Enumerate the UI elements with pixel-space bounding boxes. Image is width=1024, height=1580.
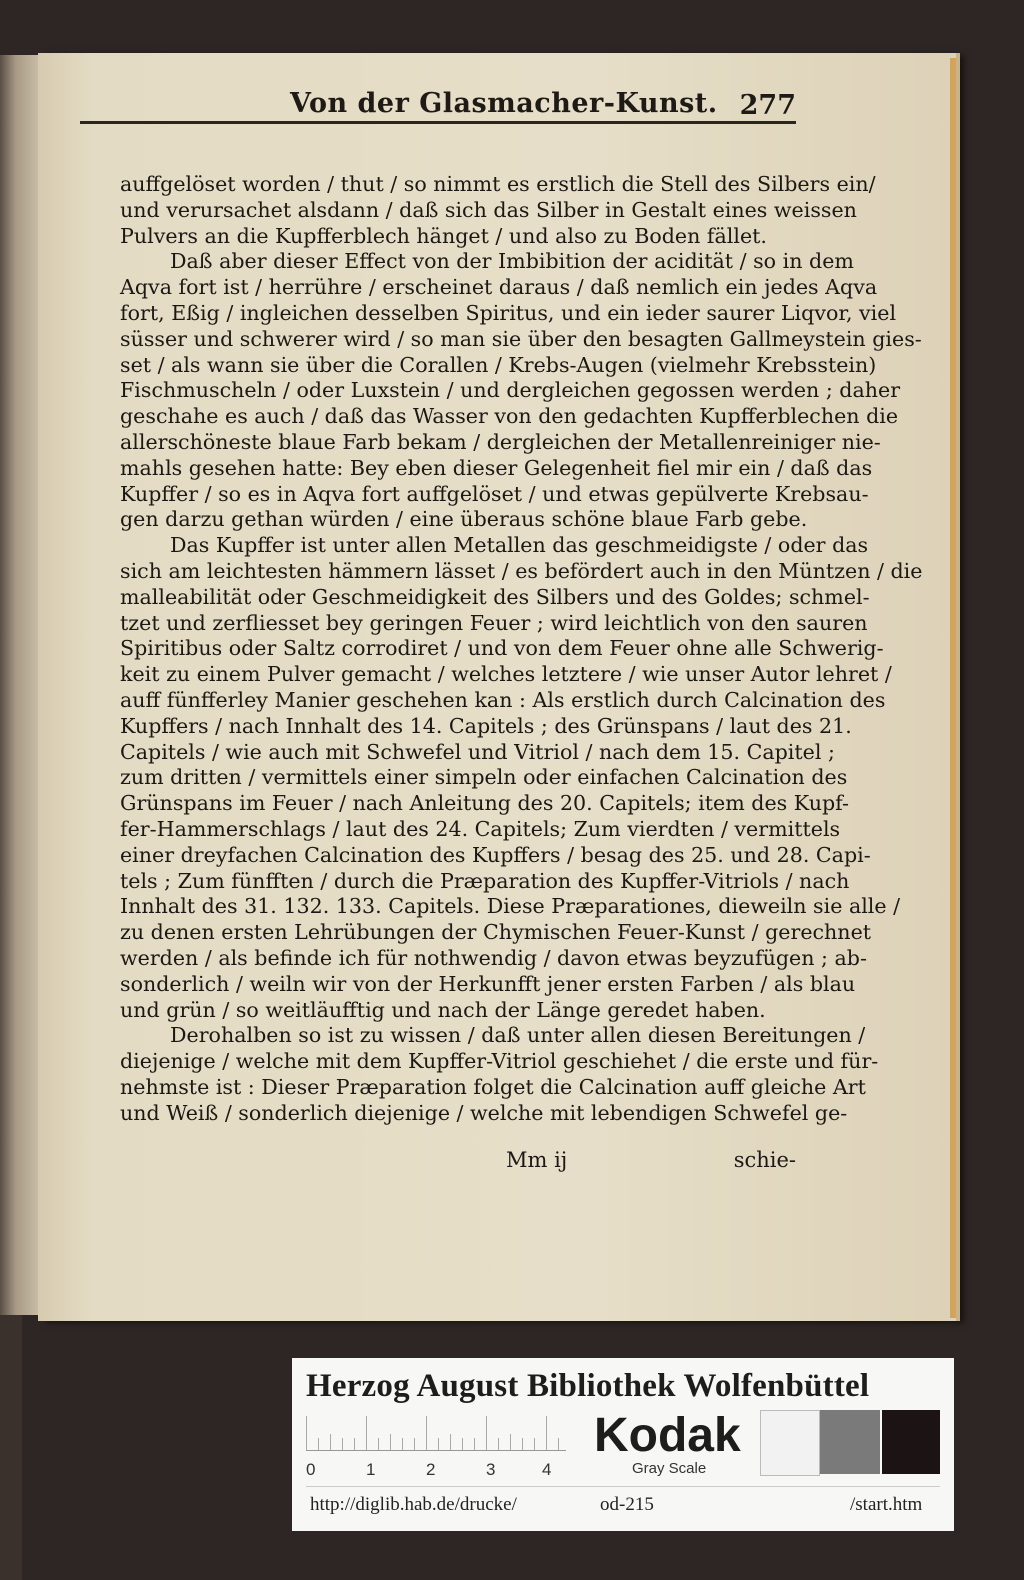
page-footer <box>120 1148 796 1178</box>
text-line: Fischmuscheln / oder Luxstein / und dergleichen gegossen werden ; daher <box>120 378 901 403</box>
binding-shadow <box>0 1315 22 1580</box>
text-line: Innhalt des 31. 132. 133. Capitels. Diese Præparationes, dieweiln sie alle / <box>120 894 901 919</box>
text-line: Capitels / wie auch mit Schwefel und Vitriol / nach dem 15. Capitel ; <box>120 739 835 764</box>
paragraph-start: Daß aber dieser Effect von der Imbibition der acidität / so in dem <box>170 249 854 274</box>
header-rule <box>80 121 796 124</box>
body-text <box>120 172 923 1126</box>
gray-patch-white <box>760 1410 820 1476</box>
text-line: diejenige / welche mit dem Kupffer-Vitriol geschiehet / die erste und für- <box>120 1049 879 1074</box>
ruler-label: 0 <box>306 1460 316 1479</box>
text-line: fort, Eßig / ingleichen desselben Spiritus, und ein ieder saurer Liqvor, viel <box>120 300 897 325</box>
text-line: süsser und schwerer wird / so man sie über den besagten Gallmeystein gies- <box>120 326 922 351</box>
text-line: Kupffers / nach Innhalt des 14. Capitels ; des Grünspans / laut des 21. <box>120 713 852 738</box>
ruler-label: 3 <box>486 1460 496 1479</box>
card-divider <box>306 1486 940 1487</box>
ruler-label: 4 <box>542 1460 552 1479</box>
kodak-logo: Kodak <box>594 1409 741 1462</box>
text-line: auffgelöset worden / thut / so nimmt es erstlich die Stell des Silbers ein/ <box>120 172 876 196</box>
text-line: und grün / so weitläufftig und nach der Länge geredet haben. <box>120 997 766 1022</box>
paragraph-start: Das Kupffer ist unter allen Metallen das geschmeidigste / oder das <box>170 533 869 558</box>
color-target-card <box>292 1358 954 1531</box>
running-title: Von der Glasmacher-Kunst. <box>290 88 718 119</box>
signature-mark: Mm ij <box>506 1148 568 1172</box>
adjacent-page-edge <box>0 55 40 1315</box>
gray-patch-black <box>882 1410 940 1474</box>
text-line: werden / als befinde ich für nothwendig / davon etwas beyzufügen ; ab- <box>120 945 867 970</box>
gray-scale-label: Gray Scale <box>632 1460 707 1477</box>
text-line: nehmste ist : Dieser Præparation folget die Calcination auff gleiche Art <box>120 1074 866 1099</box>
text-line: allerschöneste blaue Farb bekam / dergleichen der Metallenreiniger nie- <box>120 429 881 454</box>
text-line: Aqva fort ist / herrühre / erscheinet daraus / daß nemlich ein jedes Aqva <box>120 275 878 300</box>
ruler-label: 2 <box>426 1460 436 1479</box>
ruler-label: 1 <box>366 1460 376 1479</box>
text-line: tels ; Zum fünfften / durch die Præparation des Kupffer-Vitriols / nach <box>120 868 850 893</box>
text-line: und Weiß / sonderlich diejenige / welche mit lebendigen Schwefel ge- <box>120 1100 848 1125</box>
text-line: Kupffer / so es in Aqva fort auffgelöset / und etwas gepülverte Krebsau- <box>120 481 869 506</box>
text-line: zum dritten / vermittels einer simpeln oder einfachen Calcination des <box>120 765 848 790</box>
text-line: auff fünfferley Manier geschehen kan : Als erstlich durch Calcination des <box>120 687 886 712</box>
url-part-id: od-215 <box>600 1494 654 1515</box>
text-line: mahls gesehen hatte: Bey eben dieser Gelegenheit fiel mir ein / daß das <box>120 455 873 480</box>
text-line: zu denen ersten Lehrübungen der Chymischen Feuer-Kunst / gerechnet <box>120 920 872 945</box>
url-part-right: /start.htm <box>850 1494 923 1515</box>
catchword: schie- <box>733 1148 796 1172</box>
page-number: 277 <box>739 90 796 121</box>
text-line: geschahe es auch / daß das Wasser von den gedachten Kupfferblechen die <box>120 404 899 429</box>
measurement-ruler <box>306 1416 566 1451</box>
page-header <box>80 88 796 128</box>
page-gilt-edge <box>950 58 956 1318</box>
text-line: Grünspans im Feuer / nach Anleitung des 20. Capitels; item des Kupf- <box>120 791 849 816</box>
text-line: fer-Hammerschlags / laut des 24. Capitels; Zum vierdten / vermittels <box>120 816 841 841</box>
text-line: tzet und zerfliesset bey geringen Feuer ; wird leichtlich von den sauren <box>120 610 868 635</box>
text-line: set / als wann sie über die Corallen / Krebs-Augen (vielmehr Krebsstein) <box>120 352 877 377</box>
text-line: sonderlich / weiln wir von der Herkunfft jener ersten Farben / als blau <box>120 971 856 996</box>
text-line: malleabilität oder Geschmeidigkeit des Silbers und des Goldes; schmel- <box>120 584 870 609</box>
url-part-left: http://diglib.hab.de/drucke/ <box>310 1494 517 1515</box>
text-line: Pulvers an die Kupfferblech hänget / und also zu Boden fället. <box>120 223 767 248</box>
text-line: gen darzu gethan würden / eine überaus schöne blaue Farb gebe. <box>120 507 808 532</box>
text-line: sich am leichtesten hämmern lässet / es befördert auch in den Müntzen / die <box>120 558 923 583</box>
gray-patch-mid <box>820 1410 880 1474</box>
library-name: Herzog August Bibliothek Wolfenbüttel <box>306 1368 870 1404</box>
text-line: keit zu einem Pulver gemacht / welches letztere / wie unser Autor lehret / <box>120 662 892 687</box>
text-line: und verursachet alsdann / daß sich das Silber in Gestalt eines weissen <box>120 197 857 222</box>
text-line: einer dreyfachen Calcination des Kupffers / besag des 25. und 28. Capi- <box>120 842 871 867</box>
text-line: Spiritibus oder Saltz corrodiret / und von dem Feuer ohne alle Schwerig- <box>120 636 884 661</box>
paragraph-start: Derohalben so ist zu wissen / daß unter allen diesen Bereitungen / <box>170 1023 866 1048</box>
